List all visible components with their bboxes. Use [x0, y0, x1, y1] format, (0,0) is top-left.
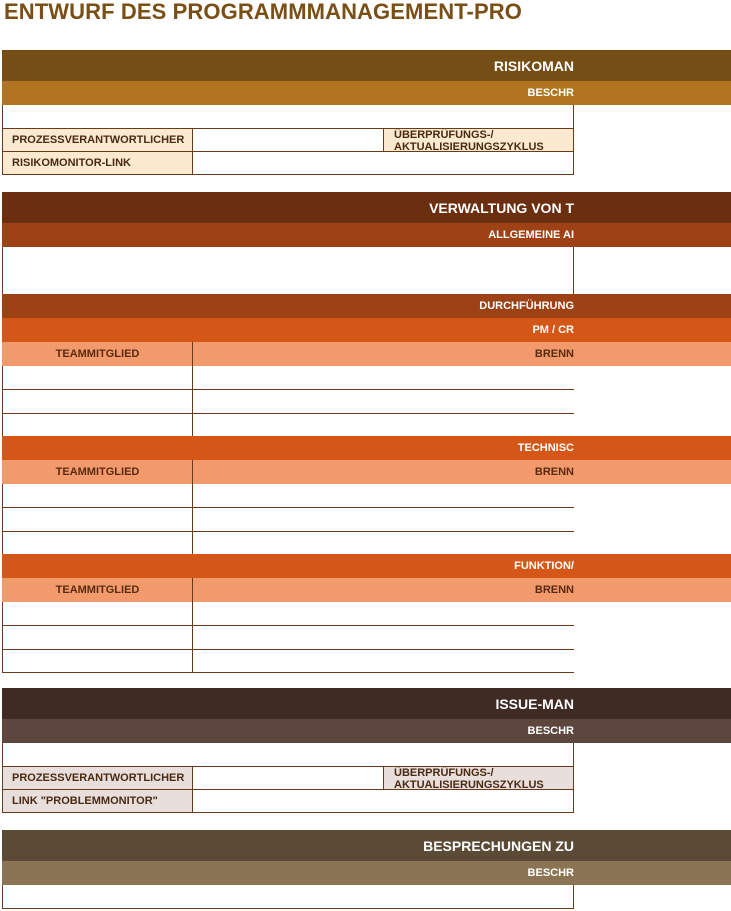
team-member-row[interactable] [2, 413, 574, 437]
issue-cycle-label: ÜBERPRÜFUNGS-/ AKTUALISIERUNGSZYKLUS [394, 767, 544, 790]
column-divider [192, 342, 193, 366]
team-member-row[interactable] [2, 508, 574, 532]
issue-link-label-cell [2, 789, 193, 813]
team-member-column-header: TEAMMITGLIED [55, 348, 140, 360]
risk-description-header [2, 81, 731, 105]
team-group-header [2, 436, 731, 460]
issue-link-input[interactable] [192, 789, 574, 813]
risk-link-label-cell [2, 151, 193, 175]
team-member-row[interactable] [2, 484, 574, 508]
team-header-label: VERWALTUNG VON T [429, 200, 574, 216]
team-column-header-row [2, 578, 731, 602]
row-divider [192, 413, 193, 437]
meetings-description-field[interactable] [2, 885, 574, 909]
row-divider [192, 508, 193, 532]
row-divider [192, 390, 193, 414]
risk-link-input[interactable] [192, 151, 574, 175]
issue-header-label: ISSUE-MAN [495, 696, 574, 712]
row-divider [192, 366, 193, 390]
page-title: ENTWURF DES PROGRAMMMANAGEMENT-PRO [4, 0, 522, 24]
team-member-row[interactable] [2, 531, 574, 555]
risk-subheader-label: BESCHR [527, 87, 574, 99]
team-member-row[interactable] [2, 390, 574, 414]
burn-column-header: BRENN [534, 584, 574, 596]
issue-subheader-label: BESCHR [527, 725, 574, 737]
risk-section-header [2, 50, 731, 82]
row-divider [192, 649, 193, 673]
column-divider [192, 578, 193, 602]
team-column-header-row [2, 342, 731, 366]
risk-description-field[interactable] [2, 105, 574, 129]
team-group-header [2, 318, 731, 342]
issue-description-header [2, 719, 731, 743]
issue-section-header [2, 688, 731, 720]
issue-owner-label: PROZESSVERANTWORTLICHER [12, 772, 185, 784]
row-divider [192, 484, 193, 508]
team-execution-header [2, 294, 731, 318]
risk-owner-label: PROZESSVERANTWORTLICHER [12, 134, 185, 146]
issue-description-field[interactable] [2, 743, 574, 767]
row-divider [192, 602, 193, 626]
issue-link-label: LINK "PROBLEMMONITOR" [12, 795, 158, 807]
team-group-title: TECHNISC [517, 442, 574, 454]
team-member-column-header: TEAMMITGLIED [55, 584, 140, 596]
meetings-description-header [2, 861, 731, 885]
meetings-header-label: BESPRECHUNGEN ZU [423, 838, 574, 854]
row-divider [192, 626, 193, 650]
risk-header-label: RISIKOMAN [493, 58, 574, 74]
team-member-row[interactable] [2, 649, 574, 673]
team-member-row[interactable] [2, 602, 574, 626]
team-group-title: FUNKTION/ [514, 560, 574, 572]
team-column-header-row [2, 460, 731, 484]
issue-owner-input[interactable] [192, 766, 384, 790]
meetings-section-header [2, 830, 731, 862]
team-execution-label: DURCHFÜHRUNG [479, 300, 574, 312]
team-group-title: PM / CR [532, 324, 574, 336]
burn-column-header: BRENN [534, 348, 574, 360]
row-divider [192, 531, 193, 555]
team-member-row[interactable] [2, 626, 574, 650]
risk-cycle-label: ÜBERPRÜFUNGS-/ AKTUALISIERUNGSZYKLUS [394, 129, 544, 152]
issue-cycle-label-cell [383, 766, 574, 790]
burn-column-header: BRENN [534, 466, 574, 478]
team-group-header [2, 554, 731, 578]
team-member-row[interactable] [2, 366, 574, 390]
team-general-field[interactable] [2, 247, 574, 295]
team-general-label: ALLGEMEINE AI [488, 229, 574, 241]
risk-owner-label-cell [2, 128, 193, 152]
risk-owner-input[interactable] [192, 128, 384, 152]
risk-link-label: RISIKOMONITOR-LINK [12, 157, 131, 169]
team-member-column-header: TEAMMITGLIED [55, 466, 140, 478]
team-section-header [2, 192, 731, 224]
issue-owner-label-cell [2, 766, 193, 790]
risk-cycle-label-cell [383, 128, 574, 152]
column-divider [192, 460, 193, 484]
team-general-header [2, 223, 731, 247]
meetings-subheader-label: BESCHR [527, 867, 574, 879]
